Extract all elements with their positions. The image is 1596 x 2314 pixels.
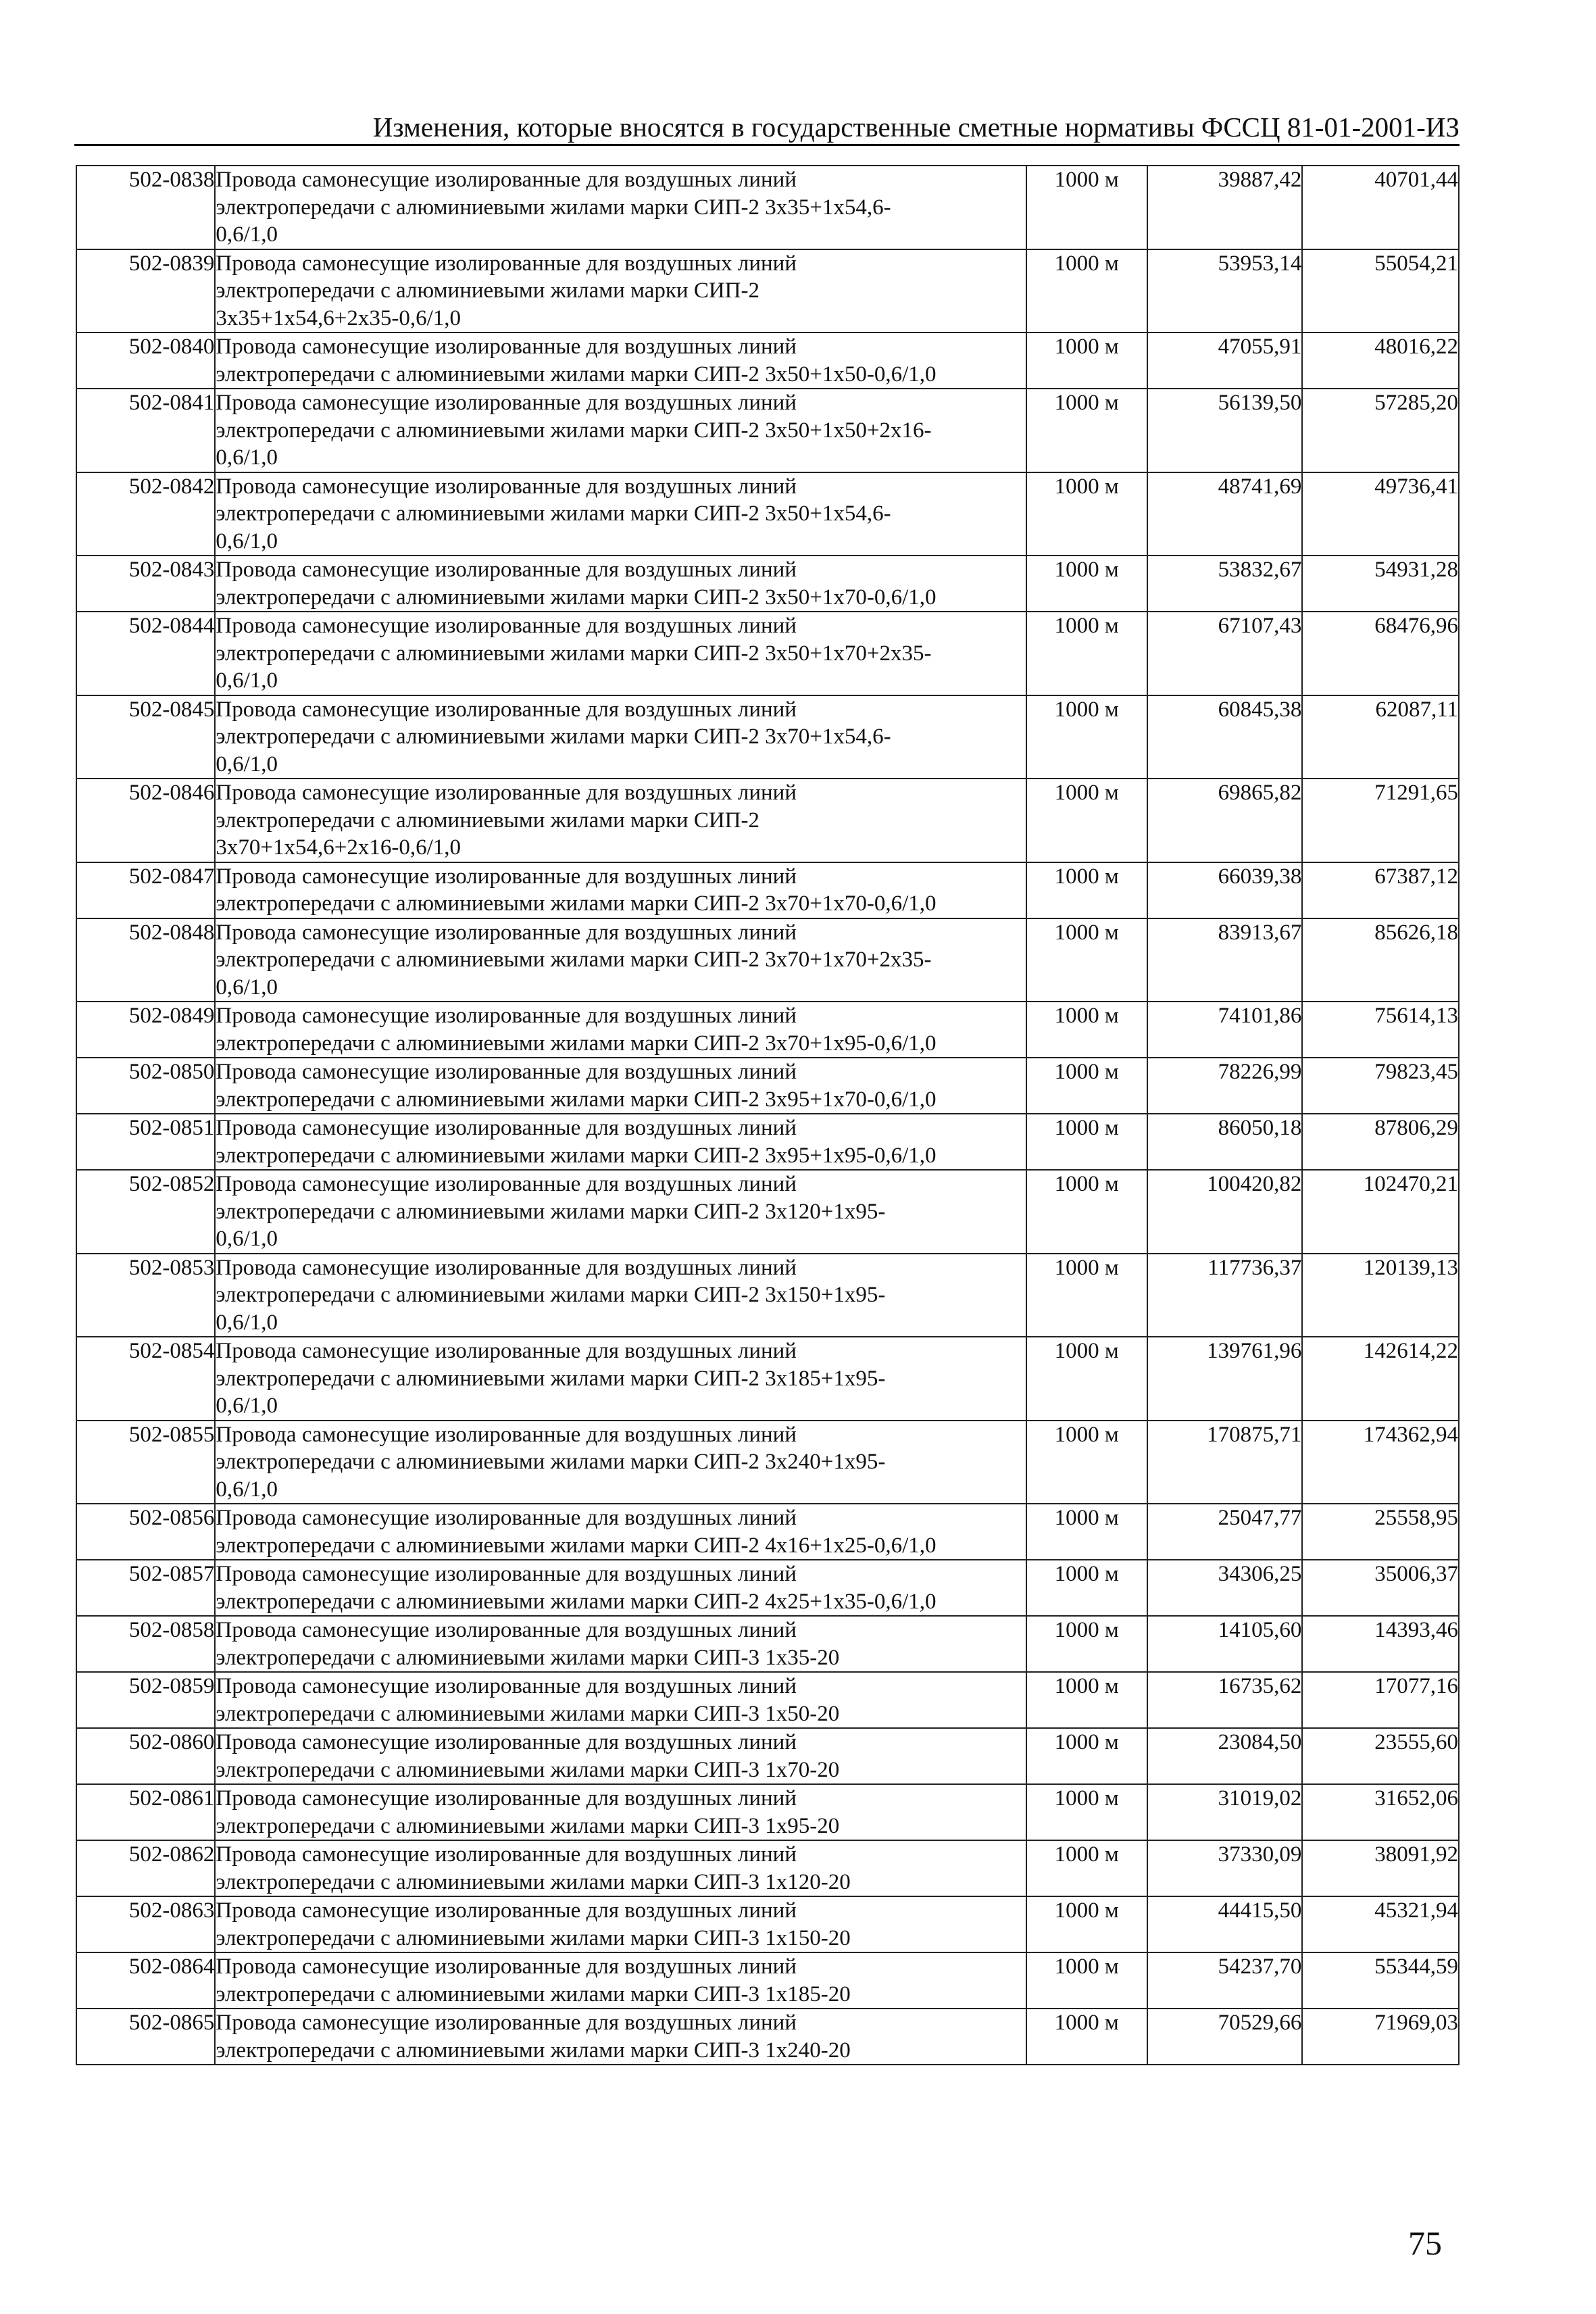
unit-cell: 1000 м xyxy=(1026,1672,1147,1728)
unit-cell: 1000 м xyxy=(1026,472,1147,556)
description-cell xyxy=(215,2009,1026,2065)
description-line: Провода самонесущие изолированные для воздушных линий xyxy=(216,697,797,722)
description-cell xyxy=(215,862,1026,918)
description-line: Провода самонесущие изолированные для воздушных линий xyxy=(216,335,797,359)
description-line: Провода самонесущие изолированные для воздушных линий xyxy=(216,1898,797,1923)
description-line: электропередачи с алюминиевыми жилами марки СИП-3 1х120-20 xyxy=(216,1869,851,1894)
description-line: 0,6/1,0 xyxy=(216,1394,278,1418)
resource-code-cell: 502-0864 xyxy=(76,1952,215,2009)
resource-code-cell: 502-0853 xyxy=(76,1254,215,1337)
description-cell xyxy=(215,1114,1026,1170)
price-cell-2: 55344,59 xyxy=(1302,1952,1459,2009)
price-cell-1: 34306,25 xyxy=(1147,1560,1303,1616)
description-line: 0,6/1,0 xyxy=(216,975,278,1000)
table-row xyxy=(76,1504,1459,1560)
description-line: 0,6/1,0 xyxy=(216,668,278,693)
description-cell xyxy=(215,695,1026,779)
resource-code-cell: 502-0852 xyxy=(76,1170,215,1254)
description-line: Провода самонесущие изолированные для воздушных линий xyxy=(216,1172,797,1196)
price-cell-1: 117736,37 xyxy=(1147,1254,1303,1337)
price-cell-2: 79823,45 xyxy=(1302,1058,1459,1114)
resource-code-cell: 502-0859 xyxy=(76,1672,215,1728)
description-line: электропередачи с алюминиевыми жилами марки СИП-2 3х35+1х54,6- xyxy=(216,195,891,220)
description-line: электропередачи с алюминиевыми жилами марки СИП-2 xyxy=(216,278,759,303)
description-line: 0,6/1,0 xyxy=(216,1477,278,1502)
price-cell-2: 142614,22 xyxy=(1302,1337,1459,1421)
description-line: электропередачи с алюминиевыми жилами марки СИП-2 3х150+1х95- xyxy=(216,1283,886,1307)
table-row xyxy=(76,472,1459,556)
resource-code-cell: 502-0847 xyxy=(76,862,215,918)
unit-cell: 1000 м xyxy=(1026,1170,1147,1254)
unit-cell: 1000 м xyxy=(1026,333,1147,389)
description-line: 3х70+1х54,6+2х16-0,6/1,0 xyxy=(216,835,462,860)
description-line: электропередачи с алюминиевыми жилами марки СИП-2 3х120+1х95- xyxy=(216,1199,886,1224)
resource-code-cell: 502-0865 xyxy=(76,2009,215,2065)
description-cell xyxy=(215,1002,1026,1058)
page-header-title: Изменения, которые вносятся в государственные сметные нормативы ФССЦ 81-01-2001-ИЗ xyxy=(372,112,1460,143)
description-line: электропередачи с алюминиевыми жилами марки СИП-3 1х50-20 xyxy=(216,1701,840,1726)
description-line: электропередачи с алюминиевыми жилами марки СИП-2 3х50+1х70-0,6/1,0 xyxy=(216,585,937,610)
resource-code-cell: 502-0848 xyxy=(76,918,215,1002)
table-row xyxy=(76,1616,1459,1672)
description-cell xyxy=(215,1560,1026,1616)
description-cell xyxy=(215,333,1026,389)
price-cell-2: 120139,13 xyxy=(1302,1254,1459,1337)
table-row xyxy=(76,1840,1459,1896)
resource-code-cell: 502-0849 xyxy=(76,1002,215,1058)
resource-code-cell: 502-0857 xyxy=(76,1560,215,1616)
description-cell xyxy=(215,779,1026,862)
description-cell xyxy=(215,556,1026,612)
table-row xyxy=(76,1421,1459,1504)
description-cell xyxy=(215,612,1026,695)
description-line: 0,6/1,0 xyxy=(216,1310,278,1335)
unit-cell: 1000 м xyxy=(1026,556,1147,612)
price-cell-1: 47055,91 xyxy=(1147,333,1303,389)
description-line: электропередачи с алюминиевыми жилами марки СИП-2 3х95+1х70-0,6/1,0 xyxy=(216,1087,937,1112)
price-cell-2: 71291,65 xyxy=(1302,779,1459,862)
description-line: Провода самонесущие изолированные для воздушных линий xyxy=(216,474,797,499)
description-line: Провода самонесущие изолированные для воздушных линий xyxy=(216,1730,797,1754)
unit-cell: 1000 м xyxy=(1026,1896,1147,1952)
description-line: электропередачи с алюминиевыми жилами марки СИП-2 3х50+1х70+2х35- xyxy=(216,641,932,666)
description-line: электропередачи с алюминиевыми жилами марки СИП-2 3х185+1х95- xyxy=(216,1366,886,1391)
resource-code-cell: 502-0838 xyxy=(76,166,215,249)
price-cell-2: 85626,18 xyxy=(1302,918,1459,1002)
description-line: электропередачи с алюминиевыми жилами марки СИП-2 3х70+1х70+2х35- xyxy=(216,947,932,972)
price-cell-2: 67387,12 xyxy=(1302,862,1459,918)
description-cell xyxy=(215,1784,1026,1840)
price-cell-2: 23555,60 xyxy=(1302,1728,1459,1784)
price-cell-2: 35006,37 xyxy=(1302,1560,1459,1616)
description-line: Провода самонесущие изолированные для воздушных линий xyxy=(216,1842,797,1867)
description-line: электропередачи с алюминиевыми жилами марки СИП-2 3х70+1х54,6- xyxy=(216,724,891,749)
table-row xyxy=(76,2009,1459,2065)
unit-cell: 1000 м xyxy=(1026,612,1147,695)
description-line: электропередачи с алюминиевыми жилами марки СИП-2 4х25+1х35-0,6/1,0 xyxy=(216,1589,937,1614)
resource-code-cell: 502-0850 xyxy=(76,1058,215,1114)
price-cell-1: 60845,38 xyxy=(1147,695,1303,779)
price-cell-1: 31019,02 xyxy=(1147,1784,1303,1840)
price-cell-2: 17077,16 xyxy=(1302,1672,1459,1728)
price-cell-2: 55054,21 xyxy=(1302,249,1459,333)
resource-code-cell: 502-0844 xyxy=(76,612,215,695)
unit-cell: 1000 м xyxy=(1026,1616,1147,1672)
price-cell-1: 53953,14 xyxy=(1147,249,1303,333)
table-row xyxy=(76,779,1459,862)
price-cell-2: 54931,28 xyxy=(1302,556,1459,612)
description-line: электропередачи с алюминиевыми жилами марки СИП-2 3х95+1х95-0,6/1,0 xyxy=(216,1143,937,1168)
description-line: 0,6/1,0 xyxy=(216,528,278,553)
description-line: Провода самонесущие изолированные для воздушных линий xyxy=(216,1255,797,1280)
table-row xyxy=(76,333,1459,389)
description-line: Провода самонесущие изолированные для воздушных линий xyxy=(216,1422,797,1447)
price-cell-2: 71969,03 xyxy=(1302,2009,1459,2065)
unit-cell: 1000 м xyxy=(1026,1784,1147,1840)
resource-code-cell: 502-0862 xyxy=(76,1840,215,1896)
price-cell-2: 48016,22 xyxy=(1302,333,1459,389)
description-line: 0,6/1,0 xyxy=(216,752,278,777)
description-cell xyxy=(215,1840,1026,1896)
price-cell-2: 31652,06 xyxy=(1302,1784,1459,1840)
unit-cell: 1000 м xyxy=(1026,1560,1147,1616)
resource-code-cell: 502-0846 xyxy=(76,779,215,862)
table-row xyxy=(76,389,1459,472)
price-cell-1: 67107,43 xyxy=(1147,612,1303,695)
description-cell xyxy=(215,472,1026,556)
unit-cell: 1000 м xyxy=(1026,695,1147,779)
description-cell xyxy=(215,1728,1026,1784)
unit-cell: 1000 м xyxy=(1026,1840,1147,1896)
resource-code-cell: 502-0843 xyxy=(76,556,215,612)
price-cell-2: 68476,96 xyxy=(1302,612,1459,695)
description-cell xyxy=(215,918,1026,1002)
price-cell-1: 70529,66 xyxy=(1147,2009,1303,2065)
description-cell xyxy=(215,1337,1026,1421)
price-cell-2: 49736,41 xyxy=(1302,472,1459,556)
description-line: электропередачи с алюминиевыми жилами марки СИП-2 4х16+1х25-0,6/1,0 xyxy=(216,1533,937,1558)
description-line: электропередачи с алюминиевыми жилами марки СИП-2 3х70+1х70-0,6/1,0 xyxy=(216,891,937,916)
price-cell-2: 38091,92 xyxy=(1302,1840,1459,1896)
unit-cell: 1000 м xyxy=(1026,862,1147,918)
resource-code-cell: 502-0845 xyxy=(76,695,215,779)
price-cell-1: 54237,70 xyxy=(1147,1952,1303,2009)
description-line: Провода самонесущие изолированные для воздушных линий xyxy=(216,1786,797,1811)
price-cell-2: 87806,29 xyxy=(1302,1114,1459,1170)
description-line: Провода самонесущие изолированные для воздушных линий xyxy=(216,1954,797,1979)
unit-cell: 1000 м xyxy=(1026,1421,1147,1504)
table-row xyxy=(76,1728,1459,1784)
description-line: Провода самонесущие изолированные для воздушных линий xyxy=(216,1562,797,1586)
unit-cell: 1000 м xyxy=(1026,389,1147,472)
description-cell xyxy=(215,1058,1026,1114)
description-line: электропередачи с алюминиевыми жилами марки СИП-2 3х70+1х95-0,6/1,0 xyxy=(216,1031,937,1056)
resource-code-cell: 502-0863 xyxy=(76,1896,215,1952)
unit-cell: 1000 м xyxy=(1026,1728,1147,1784)
price-cell-2: 102470,21 xyxy=(1302,1170,1459,1254)
description-line: Провода самонесущие изолированные для воздушных линий xyxy=(216,1618,797,1642)
description-line: Провода самонесущие изолированные для воздушных линий xyxy=(216,1339,797,1363)
table-row xyxy=(76,1952,1459,2009)
table-row xyxy=(76,1170,1459,1254)
price-cell-1: 16735,62 xyxy=(1147,1672,1303,1728)
price-cell-1: 74101,86 xyxy=(1147,1002,1303,1058)
table-row xyxy=(76,1560,1459,1616)
table-row xyxy=(76,1784,1459,1840)
table-row xyxy=(76,166,1459,249)
description-cell xyxy=(215,1952,1026,2009)
unit-cell: 1000 м xyxy=(1026,249,1147,333)
description-line: Провода самонесущие изолированные для воздушных линий xyxy=(216,1506,797,1530)
table-row xyxy=(76,556,1459,612)
header-divider xyxy=(74,144,1460,146)
description-cell xyxy=(215,1616,1026,1672)
table-row xyxy=(76,918,1459,1002)
price-cell-2: 40701,44 xyxy=(1302,166,1459,249)
unit-cell: 1000 м xyxy=(1026,1254,1147,1337)
description-cell xyxy=(215,1254,1026,1337)
price-cell-2: 62087,11 xyxy=(1302,695,1459,779)
resource-code-cell: 502-0841 xyxy=(76,389,215,472)
price-cell-1: 25047,77 xyxy=(1147,1504,1303,1560)
description-line: Провода самонесущие изолированные для воздушных линий xyxy=(216,1674,797,1698)
price-cell-1: 69865,82 xyxy=(1147,779,1303,862)
table-row xyxy=(76,612,1459,695)
resource-code-cell: 502-0839 xyxy=(76,249,215,333)
description-line: электропередачи с алюминиевыми жилами марки СИП-3 1х185-20 xyxy=(216,1981,851,2007)
price-cell-2: 57285,20 xyxy=(1302,389,1459,472)
description-line: 0,6/1,0 xyxy=(216,445,278,470)
table-row xyxy=(76,1672,1459,1728)
table-row xyxy=(76,249,1459,333)
price-cell-1: 48741,69 xyxy=(1147,472,1303,556)
unit-cell: 1000 м xyxy=(1026,918,1147,1002)
description-line: Провода самонесущие изолированные для воздушных линий xyxy=(216,168,797,192)
table-row xyxy=(76,1896,1459,1952)
table-row xyxy=(76,1337,1459,1421)
resource-code-cell: 502-0860 xyxy=(76,1728,215,1784)
resource-code-cell: 502-0840 xyxy=(76,333,215,389)
description-cell xyxy=(215,1672,1026,1728)
unit-cell: 1000 м xyxy=(1026,1504,1147,1560)
description-cell xyxy=(215,389,1026,472)
unit-cell: 1000 м xyxy=(1026,1114,1147,1170)
price-cell-2: 25558,95 xyxy=(1302,1504,1459,1560)
resource-code-cell: 502-0858 xyxy=(76,1616,215,1672)
description-line: Провода самонесущие изолированные для воздушных линий xyxy=(216,1116,797,1140)
description-line: электропередачи с алюминиевыми жилами марки СИП-3 1х95-20 xyxy=(216,1813,840,1838)
description-line: 3х35+1х54,6+2х35-0,6/1,0 xyxy=(216,305,462,330)
description-line: Провода самонесущие изолированные для воздушных линий xyxy=(216,614,797,638)
description-cell xyxy=(215,1170,1026,1254)
description-line: электропередачи с алюминиевыми жилами марки СИП-2 3х50+1х50+2х16- xyxy=(216,418,932,443)
resource-code-cell: 502-0842 xyxy=(76,472,215,556)
description-line: Провода самонесущие изолированные для воздушных линий xyxy=(216,864,797,889)
price-table-body xyxy=(76,166,1459,2065)
resource-code-cell: 502-0854 xyxy=(76,1337,215,1421)
description-line: Провода самонесущие изолированные для воздушных линий xyxy=(216,1004,797,1028)
description-line: электропередачи с алюминиевыми жилами марки СИП-3 1х35-20 xyxy=(216,1645,840,1670)
description-line: Провода самонесущие изолированные для воздушных линий xyxy=(216,2011,797,2035)
description-cell xyxy=(215,249,1026,333)
table-row xyxy=(76,1002,1459,1058)
description-line: 0,6/1,0 xyxy=(216,1227,278,1251)
description-line: Провода самонесущие изолированные для воздушных линий xyxy=(216,920,797,945)
price-cell-2: 75614,13 xyxy=(1302,1002,1459,1058)
unit-cell: 1000 м xyxy=(1026,166,1147,249)
table-row xyxy=(76,862,1459,918)
table-row xyxy=(76,695,1459,779)
description-line: электропередачи с алюминиевыми жилами марки СИП-2 3х50+1х50-0,6/1,0 xyxy=(216,362,937,387)
description-line: электропередачи с алюминиевыми жилами марки СИП-2 xyxy=(216,808,759,833)
resource-code-cell: 502-0851 xyxy=(76,1114,215,1170)
resource-code-cell: 502-0861 xyxy=(76,1784,215,1840)
price-cell-1: 56139,50 xyxy=(1147,389,1303,472)
description-line: электропередачи с алюминиевыми жилами марки СИП-3 1х70-20 xyxy=(216,1757,840,1782)
price-cell-1: 44415,50 xyxy=(1147,1896,1303,1952)
description-line: Провода самонесущие изолированные для воздушных линий xyxy=(216,251,797,276)
price-cell-1: 170875,71 xyxy=(1147,1421,1303,1504)
table-row xyxy=(76,1058,1459,1114)
resource-code-cell: 502-0856 xyxy=(76,1504,215,1560)
price-table xyxy=(76,165,1460,2065)
unit-cell: 1000 м xyxy=(1026,1952,1147,2009)
table-row xyxy=(76,1114,1459,1170)
price-cell-1: 14105,60 xyxy=(1147,1616,1303,1672)
description-cell xyxy=(215,1896,1026,1952)
price-cell-1: 53832,67 xyxy=(1147,556,1303,612)
description-line: Провода самонесущие изолированные для воздушных линий xyxy=(216,781,797,805)
price-cell-1: 100420,82 xyxy=(1147,1170,1303,1254)
resource-code-cell: 502-0855 xyxy=(76,1421,215,1504)
description-cell xyxy=(215,166,1026,249)
unit-cell: 1000 м xyxy=(1026,1058,1147,1114)
description-line: 0,6/1,0 xyxy=(216,222,278,247)
price-cell-1: 23084,50 xyxy=(1147,1728,1303,1784)
description-line: электропередачи с алюминиевыми жилами марки СИП-2 3х240+1х95- xyxy=(216,1450,886,1474)
description-line: Провода самонесущие изолированные для воздушных линий xyxy=(216,1060,797,1084)
description-cell xyxy=(215,1421,1026,1504)
price-cell-1: 66039,38 xyxy=(1147,862,1303,918)
price-cell-1: 78226,99 xyxy=(1147,1058,1303,1114)
price-cell-1: 86050,18 xyxy=(1147,1114,1303,1170)
price-cell-1: 37330,09 xyxy=(1147,1840,1303,1896)
price-cell-2: 174362,94 xyxy=(1302,1421,1459,1504)
description-cell xyxy=(215,1504,1026,1560)
description-line: Провода самонесущие изолированные для воздушных линий xyxy=(216,391,797,415)
price-cell-2: 14393,46 xyxy=(1302,1616,1459,1672)
price-cell-2: 45321,94 xyxy=(1302,1896,1459,1952)
price-cell-1: 39887,42 xyxy=(1147,166,1303,249)
description-line: электропередачи с алюминиевыми жилами марки СИП-3 1х150-20 xyxy=(216,1925,851,1950)
description-line: Провода самонесущие изолированные для воздушных линий xyxy=(216,558,797,582)
description-line: электропередачи с алюминиевыми жилами марки СИП-2 3х50+1х54,6- xyxy=(216,501,891,526)
unit-cell: 1000 м xyxy=(1026,1002,1147,1058)
price-cell-1: 83913,67 xyxy=(1147,918,1303,1002)
unit-cell: 1000 м xyxy=(1026,2009,1147,2065)
unit-cell: 1000 м xyxy=(1026,1337,1147,1421)
table-row xyxy=(76,1254,1459,1337)
unit-cell: 1000 м xyxy=(1026,779,1147,862)
price-cell-1: 139761,96 xyxy=(1147,1337,1303,1421)
description-line: электропередачи с алюминиевыми жилами марки СИП-3 1х240-20 xyxy=(216,2038,851,2063)
page-number: 75 xyxy=(1408,2224,1442,2262)
